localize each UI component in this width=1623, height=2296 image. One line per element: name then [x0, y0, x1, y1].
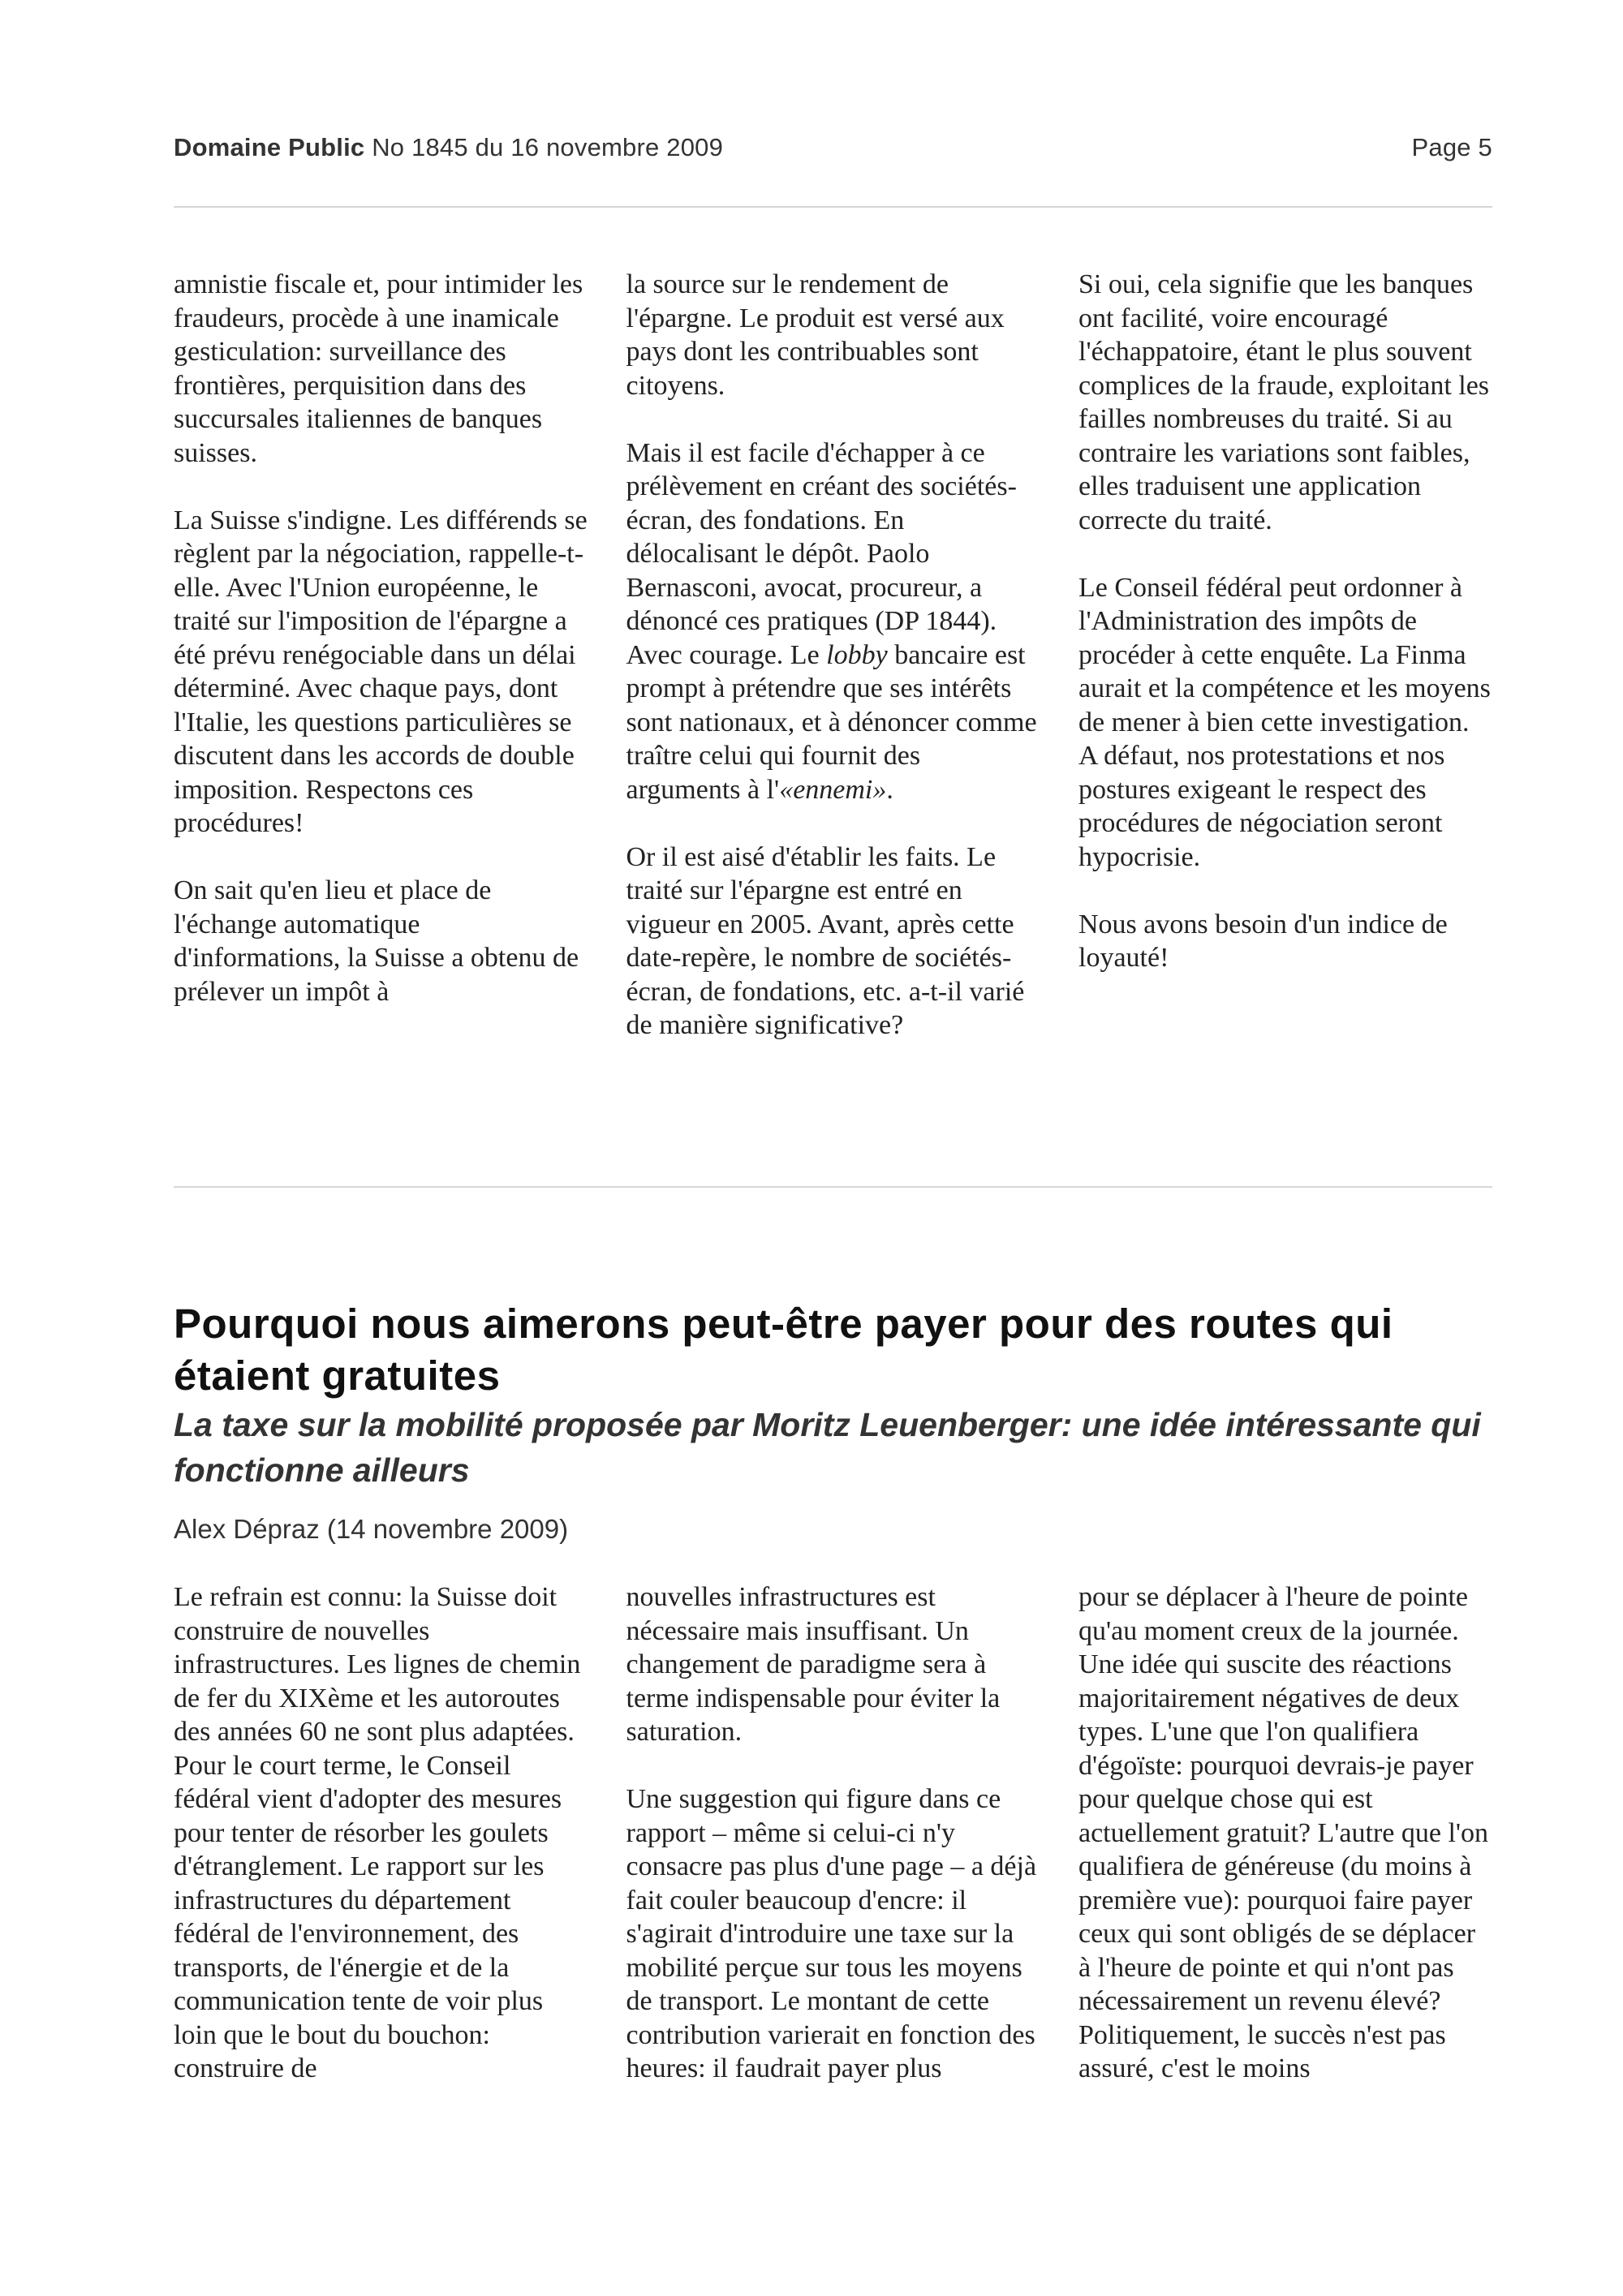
text-column-3: [1078, 1580, 1492, 2086]
emphasis: «ennemi»: [779, 774, 887, 805]
paragraph: la source sur le rendement de l'épargne. Le produit est versé aux pays dont les contribuables sont citoyens.: [626, 269, 1005, 401]
article-divider: [174, 1186, 1492, 1188]
header-divider: [174, 206, 1492, 208]
article-columns: [174, 1580, 1492, 2086]
paragraph: Mais il est facile d'échapper à ce prélèvement en créant des sociétés-écran, des fondations. En délocalisant le dépôt. Paolo Bernasconi, avocat, procureur, a dénoncé ces pratiques (DP 1844). Avec courage. Le lobby bancaire est prompt à prétendre que ses intérêts sont nationaux, et à dénoncer comme traître celui qui fournit des arguments à l'«ennemi».: [626, 437, 1037, 805]
page-header: [174, 133, 1492, 169]
paragraph: Si oui, cela signifie que les banques ont facilité, voire encouragé l'échappatoire, étant le plus souvent complices de la fraude, exploitant les failles nombreuses du traité. Si au contraire les variations sont faibles, elles traduisent une application correcte du traité.: [1078, 269, 1490, 535]
text-column-2: [626, 1580, 1040, 2086]
text-column-3: [1078, 268, 1492, 1043]
publication-name: Domaine Public: [174, 133, 365, 161]
paragraph: nouvelles infrastructures est nécessaire mais insuffisant. Un changement de paradigme sera à terme indispensable pour éviter la saturation.: [626, 1582, 1001, 1747]
paragraph: pour se déplacer à l'heure de pointe qu'au moment creux de la journée. Une idée qui suscite des réactions majoritairement négatives de deux types. L'une que l'on qualifiera d'égoïste: pourquoi devrais-je payer pour quelque chose qui est actuellement gratuit? L'autre que l'on qualifiera de généreuse (du moins à première vue): pourquoi faire payer ceux qui sont obligés de se déplacer à l'heure de pointe et qui n'ont pas nécessairement un revenu élevé? Politiquement, le succès n'est pas assuré, c'est le moins: [1078, 1582, 1489, 2083]
text-column-2: [626, 268, 1040, 1043]
article-title: Pourquoi nous aimerons peut-être payer pour des routes qui étaient gratuites: [174, 1301, 1393, 1399]
page-number: Page 5: [1411, 133, 1492, 161]
paragraph: Le refrain est connu: la Suisse doit construire de nouvelles infrastructures. Les lignes de chemin de fer du XIXème et les autoroutes des années 60 ne sont plus adaptées. Pour le court terme, le Conseil fédéral vient d'adopter des mesures pour tenter de résorber les goulets d'étranglement. Le rapport sur les infrastructures du département fédéral de l'environnement, des transports, de l'énergie et de la communication tente de voir plus loin que le bout du bouchon: construire de: [174, 1582, 581, 2083]
paragraph: On sait qu'en lieu et place de l'échange automatique d'informations, la Suisse a obtenu de prélever un impôt à: [174, 875, 579, 1007]
emphasis: lobby: [826, 639, 888, 670]
text-column-1: [174, 268, 588, 1043]
paragraph: Le Conseil fédéral peut ordonner à l'Administration des impôts de procéder à cette enquête. La Finma aurait et la compétence et les moyens de mener à bien cette investigation. A défaut, nos protestations et nos postures exigeant le respect des procédures de négociation seront hypocrisie.: [1078, 572, 1491, 872]
previous-article-columns: [174, 268, 1492, 1043]
paragraph: amnistie fiscale et, pour intimider les fraudeurs, procède à une inamicale gesticulation: surveillance des frontières, perquisition dans des succursales italiennes de banques suisses.: [174, 269, 583, 468]
issue-info: No 1845 du 16 novembre 2009: [372, 133, 724, 161]
article-subtitle: La taxe sur la mobilité proposée par Moritz Leuenberger: une idée intéressante qui fonctionne ailleurs: [174, 1406, 1481, 1489]
paragraph: Nous avons besoin d'un indice de loyauté!: [1078, 909, 1448, 973]
paragraph: Or il est aisé d'établir les faits. Le traité sur l'épargne est entré en vigueur en 2005. Avant, après cette date-repère, le nombre de sociétés-écran, de fondations, etc. a-t-il varié de manière significative?: [626, 841, 1025, 1040]
paragraph: La Suisse s'indigne. Les différends se règlent par la négociation, rappelle-t-elle. Avec l'Union européenne, le traité sur l'imposition de l'épargne a été prévu renégociable dans un délai déterminé. Avec chaque pays, dont l'Italie, les questions particulières se discutent dans les accords de double imposition. Respectons ces procédures!: [174, 505, 588, 838]
paragraph: Une suggestion qui figure dans ce rapport – même si celui-ci n'y consacre pas plus d'une page – a déjà fait couler beaucoup d'encre: il s'agirait d'introduire une taxe sur la mobilité perçue sur tous les moyens de transport. Le montant de cette contribution varierait en fonction des heures: il faudrait payer plus: [626, 1784, 1037, 2083]
article-byline: Alex Dépraz (14 novembre 2009): [174, 1514, 569, 1544]
text-column-1: [174, 1580, 588, 2086]
